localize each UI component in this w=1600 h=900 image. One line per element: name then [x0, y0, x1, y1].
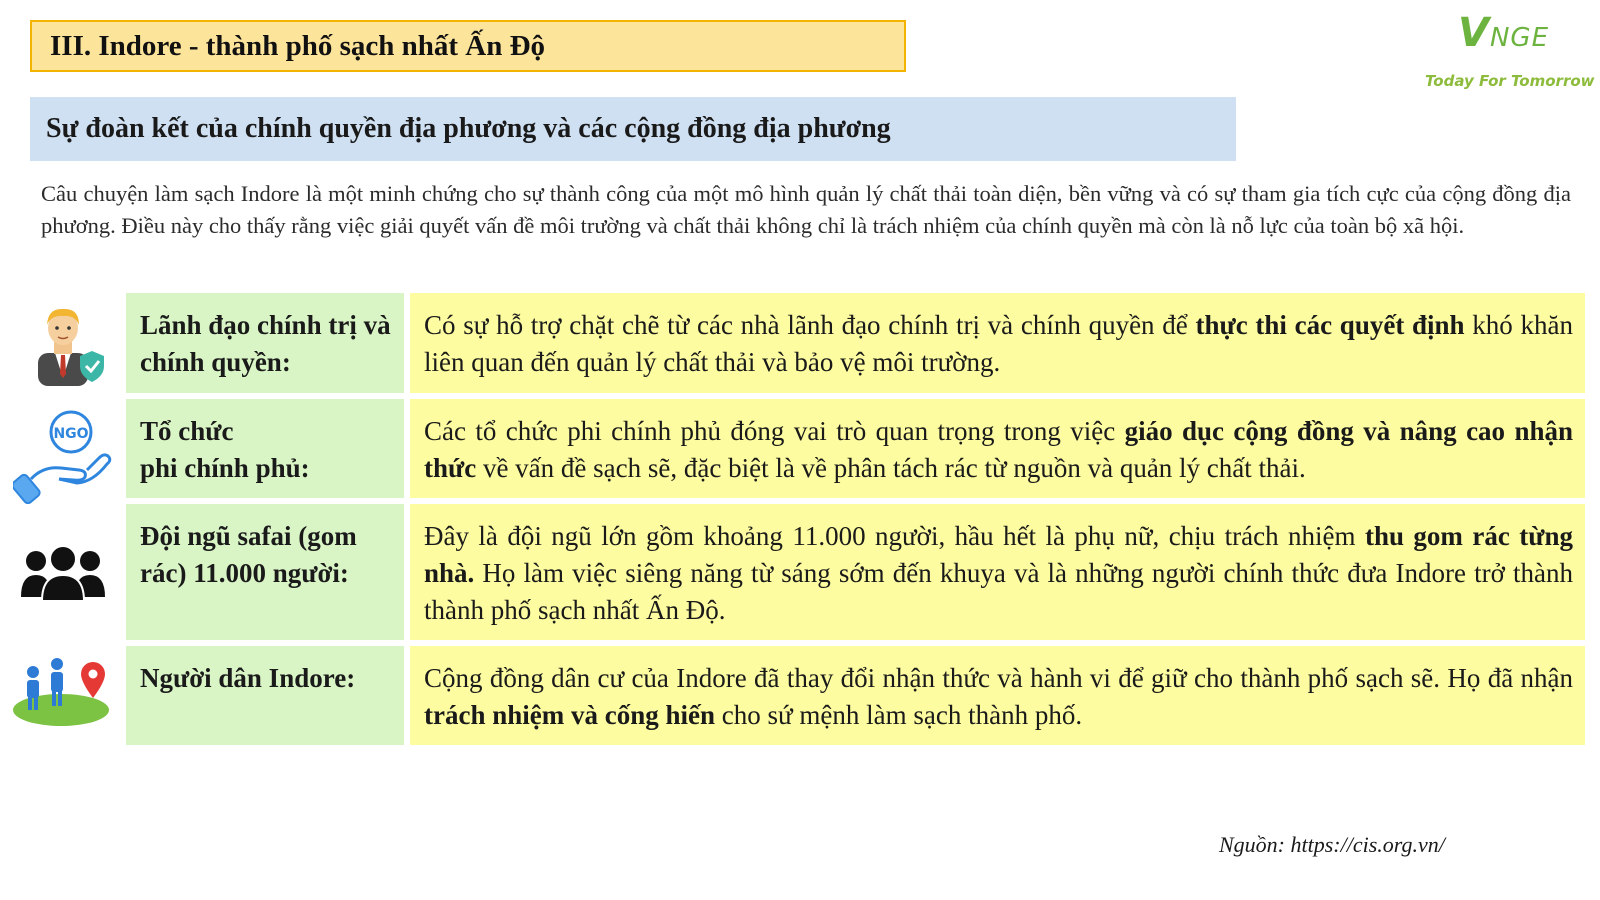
row-content	[410, 504, 1585, 640]
people-group-icon	[0, 504, 125, 654]
row-content-text: Cộng đồng dân cư của Indore đã thay đổi nhận thức và hành vi để giữ cho thành phố sạch sẽ. Họ đã nhận	[424, 663, 1573, 693]
section-subtitle	[30, 97, 1236, 161]
ngo-hand-icon	[0, 399, 125, 509]
source-citation: Nguồn: https://cis.org.vn/	[1219, 832, 1445, 857]
section-title	[30, 20, 906, 72]
row-label: Đội ngũ safai (gom rác) 11.000 người:	[126, 504, 404, 640]
row-content-highlight: thu gom rác từng nhà.	[424, 521, 1573, 588]
politician-icon	[0, 293, 125, 393]
row-content-highlight: trách nhiệm và cống hiến	[424, 700, 716, 730]
row-content-text: Có sự hỗ trợ chặt chẽ từ các nhà lãnh đạo chính trị và chính quyền để	[424, 310, 1196, 340]
logo-mark	[1458, 10, 1549, 56]
table-row	[0, 399, 1600, 498]
table-row	[0, 504, 1600, 640]
row-content	[410, 293, 1585, 393]
table-row	[0, 293, 1600, 393]
row-content-text: khó khăn liên quan đến quản lý chất thải và bảo vệ môi trường.	[424, 310, 1573, 377]
row-label-line: phi chính phủ:	[140, 453, 310, 483]
vnge-logo	[1425, 6, 1595, 96]
logo-mark-first: V	[1458, 10, 1490, 56]
row-content-highlight: giáo dục cộng đồng và nâng cao nhận thức	[424, 416, 1574, 483]
row-content-text: cho sứ mệnh làm sạch thành phố.	[715, 700, 1083, 730]
row-content-text: Họ làm việc siêng năng từ sáng sớm đến khuya và là những người chính thức đưa Indore trở thành thành phố sạch nhất Ấn Độ.	[424, 558, 1573, 625]
citizens-location-icon	[0, 646, 125, 736]
table-row	[0, 646, 1600, 745]
row-label-line: Tổ chức	[140, 416, 234, 446]
row-content	[410, 399, 1585, 498]
row-label	[126, 399, 404, 498]
section-subtitle-text: Sự đoàn kết của chính quyền địa phương và các cộng đồng địa phương	[46, 113, 891, 144]
row-content-text: Đây là đội ngũ lớn gồm khoảng 11.000 người, hầu hết là phụ nữ, chịu trách nhiệm	[424, 521, 1365, 551]
logo-tagline: Today For Tomorrow	[1425, 72, 1595, 90]
row-label: Lãnh đạo chính trị và chính quyền:	[126, 293, 404, 393]
intro-paragraph: Câu chuyện làm sạch Indore là một minh chứng cho sự thành công của một mô hình quản lý chất thải toàn diện, bền vững và có sự tham gia tích cực của cộng đồng địa phương. Điều này cho thấy rằng việc giải quyết vấn đề môi trường và chất thải không chỉ là trách nhiệm của chính quyền mà còn là nỗ lực của toàn bộ xã hội.	[41, 181, 1571, 238]
row-content-highlight: thực thi các quyết định	[1195, 310, 1465, 340]
svg-text:NGO: NGO	[52, 426, 89, 442]
row-label: Người dân Indore:	[126, 646, 404, 745]
row-content	[410, 646, 1585, 745]
section-title-text: III. Indore - thành phố sạch nhất Ấn Độ	[50, 29, 546, 62]
logo-mark-rest: NGE	[1489, 23, 1549, 53]
row-content-text: về vấn đề sạch sẽ, đặc biệt là về phân tách rác từ nguồn và quản lý chất thải.	[476, 453, 1306, 483]
row-content-text: Các tổ chức phi chính phủ đóng vai trò quan trọng trong việc	[424, 416, 1125, 446]
